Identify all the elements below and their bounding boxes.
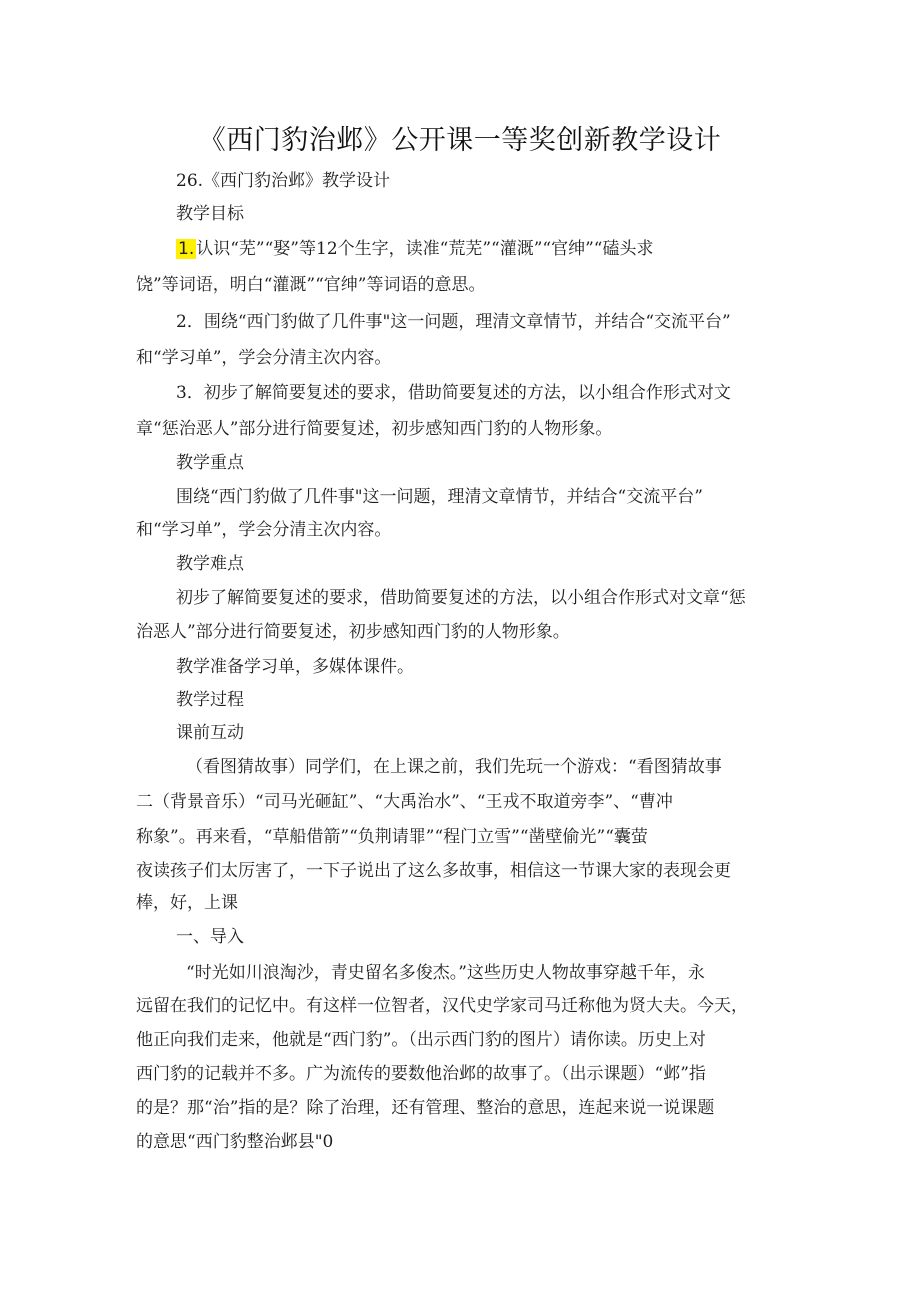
warmup-line-5: 棒，好，上课 [136, 893, 238, 913]
goal-2-line-1: 2．围绕“西门豹做了几件事"这一问题，理清文章情节，并结合“交流平台” [176, 312, 731, 332]
process-heading: 教学过程 [176, 690, 244, 710]
goal-1-line-1 [176, 238, 653, 260]
intro-heading: 一、导入 [176, 927, 244, 947]
warmup-line-2: 二（背景音乐）“司马光砸缸”、“大禹治水”、“王戎不取道旁李”、“曹冲 [136, 792, 673, 812]
warmup-line-3: 称象”。再来看，“草船借箭”“负荆请罪”“程门立雪”“凿壁偷光”“囊萤 [136, 827, 648, 847]
intro-line-4: 西门豹的记载并不多。广为流传的要数他治邺的故事了。（出示课题）“邺”指 [136, 1064, 706, 1084]
intro-line-1: “时光如川浪淘沙，青史留名多俊杰。”这些历史人物故事穿越千年，永 [186, 963, 705, 983]
goal-3-line-1: 3．初步了解简要复述的要求，借助简要复述的方法，以小组合作形式对文 [176, 383, 731, 403]
lesson-subtitle: 26.《西门豹治邺》教学设计 [176, 171, 391, 191]
difficulty-heading: 教学难点 [176, 554, 244, 574]
document-title: 《西门豹治邺》公开课一等奖创新教学设计 [198, 125, 722, 156]
difficulty-line-2: 治恶人”部分进行简要复述，初步感知西门豹的人物形象。 [136, 622, 570, 642]
intro-line-5: 的是？那“治”指的是？除了治理，还有管理、整治的意思，连起来说一说课题 [136, 1098, 715, 1118]
goal-3-line-2: 章“惩治恶人”部分进行简要复述，初步感知西门豹的人物形象。 [136, 419, 613, 439]
intro-line-3: 他正向我们走来，他就是“西门豹”。（出示西门豹的图片）请你读。历史上对 [136, 1030, 706, 1050]
key-point-heading: 教学重点 [176, 453, 244, 473]
pre-class-heading: 课前互动 [176, 723, 244, 743]
goal-1-number: 1. [178, 239, 195, 259]
warmup-line-4: 夜读孩子们太厉害了，一下子说出了这么多故事，相信这一节课大家的表现会更 [136, 861, 731, 881]
key-point-line-2: 和“学习单”，学会分清主次内容。 [136, 520, 392, 540]
intro-line-6: 的意思“西门豹整治邺县"0 [136, 1132, 334, 1152]
goals-heading: 教学目标 [176, 204, 244, 224]
goal-2-line-2: 和“学习单”，学会分清主次内容。 [136, 348, 392, 368]
intro-line-2: 远留在我们的记忆中。有这样一位智者，汉代史学家司马迁称他为贤大夫。今天， [136, 996, 748, 1016]
key-point-line-1: 围绕“西门豹做了几件事"这一问题，理清文章情节，并结合“交流平台” [176, 487, 703, 507]
difficulty-line-1: 初步了解简要复述的要求，借助简要复述的方法，以小组合作形式对文章“惩 [176, 588, 746, 608]
warmup-line-1: （看图猜故事）同学们，在上课之前，我们先玩一个游戏：“看图猜故事 [186, 757, 722, 777]
goal-1-line-2: 饶”等词语，明白“灌溉”“官绅”等词语的意思。 [136, 275, 486, 295]
preparation-text: 教学准备学习单，多媒体课件。 [176, 657, 414, 677]
goal-1-text: 认识“芜”“娶”等12个生字，读准“荒芜”“灌溉”“官绅”“磕头求 [196, 239, 654, 259]
